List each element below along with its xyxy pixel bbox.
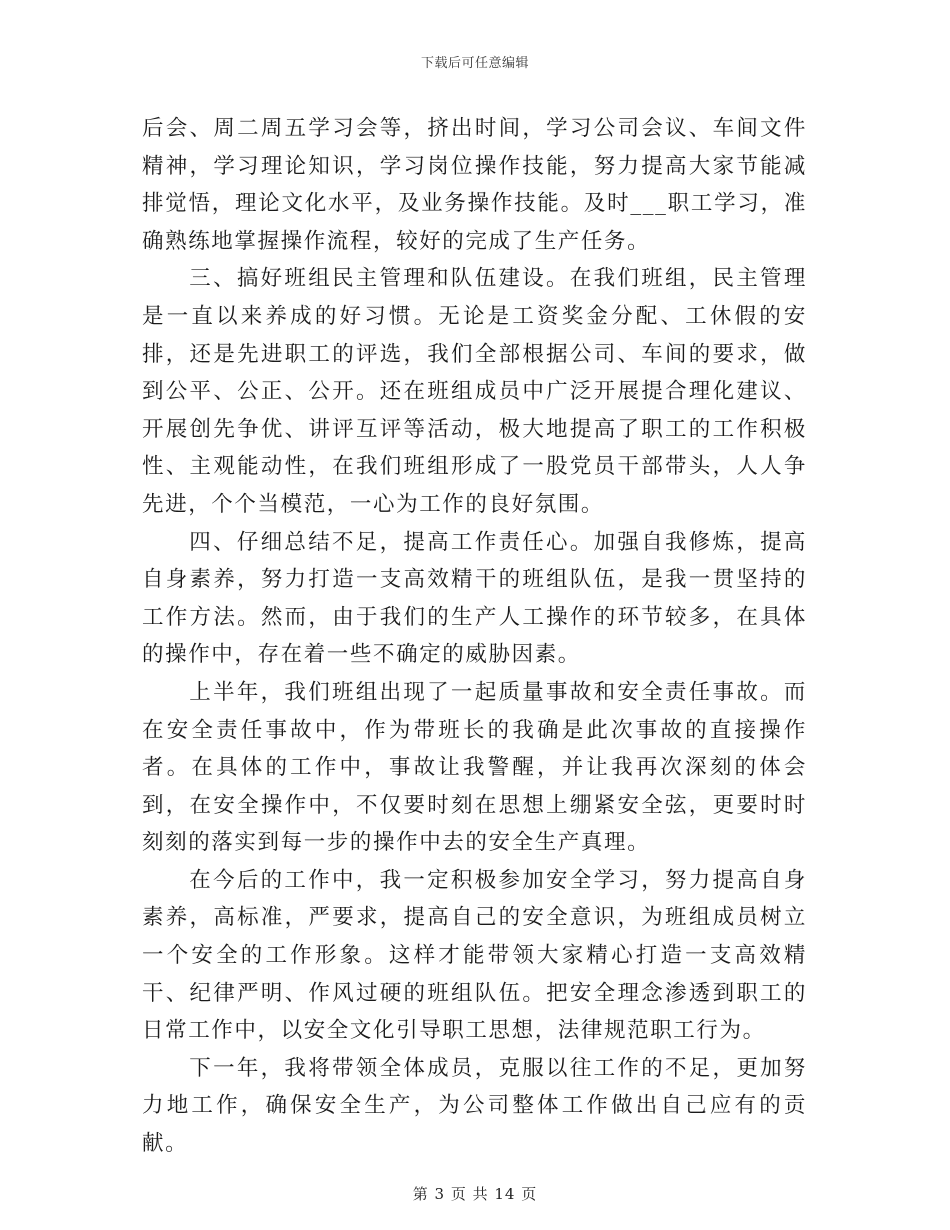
- paragraph-section-four: 四、仔细总结不足，提高工作责任心。加强自我修炼，提高自身素养，努力打造一支高效精干的班组队伍，是我一贯坚持的工作方法。然而，由于我们的生产人工操作的环节较多，在具体的操作中，存在着一些不确定的威胁因素。: [142, 529, 807, 668]
- paragraph-continuation: 后会、周二周五学习会等，挤出时间，学习公司会议、车间文件精神，学习理论知识，学习岗位操作技能，努力提高大家节能减排觉悟，理论文化水平，及业务操作技能。及时___职工学习，准确熟练地掌握操作流程，较好的完成了生产任务。: [142, 116, 807, 254]
- page-number: 第 3 页 共 14 页: [412, 1185, 538, 1203]
- paragraph-next-year: 下一年，我将带领全体成员，克服以往工作的不足，更加努力地工作，确保安全生产，为公司整体工作做出自己应有的贡献。: [142, 1055, 807, 1157]
- paragraph-first-half-year: 上半年，我们班组出现了一起质量事故和安全责任事故。而在安全责任事故中，作为带班长的我确是此次事故的直接操作者。在具体的工作中，事故让我警醒，并让我再次深刻的体会到，在安全操作中，不仅要时刻在思想上绷紧安全弦，更要时时刻刻的落实到每一步的操作中去的安全生产真理。: [142, 679, 807, 856]
- paragraph-section-three: 三、搞好班组民主管理和队伍建设。在我们班组，民主管理是一直以来养成的好习惯。无论是工资奖金分配、工休假的安排，还是先进职工的评选，我们全部根据公司、车间的要求，做到公平、公正、公开。还在班组成员中广泛开展提合理化建议、开展创先争优、讲评互评等活动，极大地提高了职工的工作积极性、主观能动性，在我们班组形成了一股党员干部带头，人人争先进，个个当模范，一心为工作的良好氛围。: [142, 266, 807, 517]
- paragraph-future-work: 在今后的工作中，我一定积极参加安全学习，努力提高自身素养，高标准，严要求，提高自己的安全意识，为班组成员树立一个安全的工作形象。这样才能带领大家精心打造一支高效精干、纪律严明、作风过硬的班组队伍。把安全理念渗透到职工的日常工作中，以安全文化引导职工思想，法律规范职工行为。: [142, 867, 807, 1044]
- document-body: [142, 110, 807, 1163]
- page-header: 下载后可任意编辑: [420, 56, 529, 71]
